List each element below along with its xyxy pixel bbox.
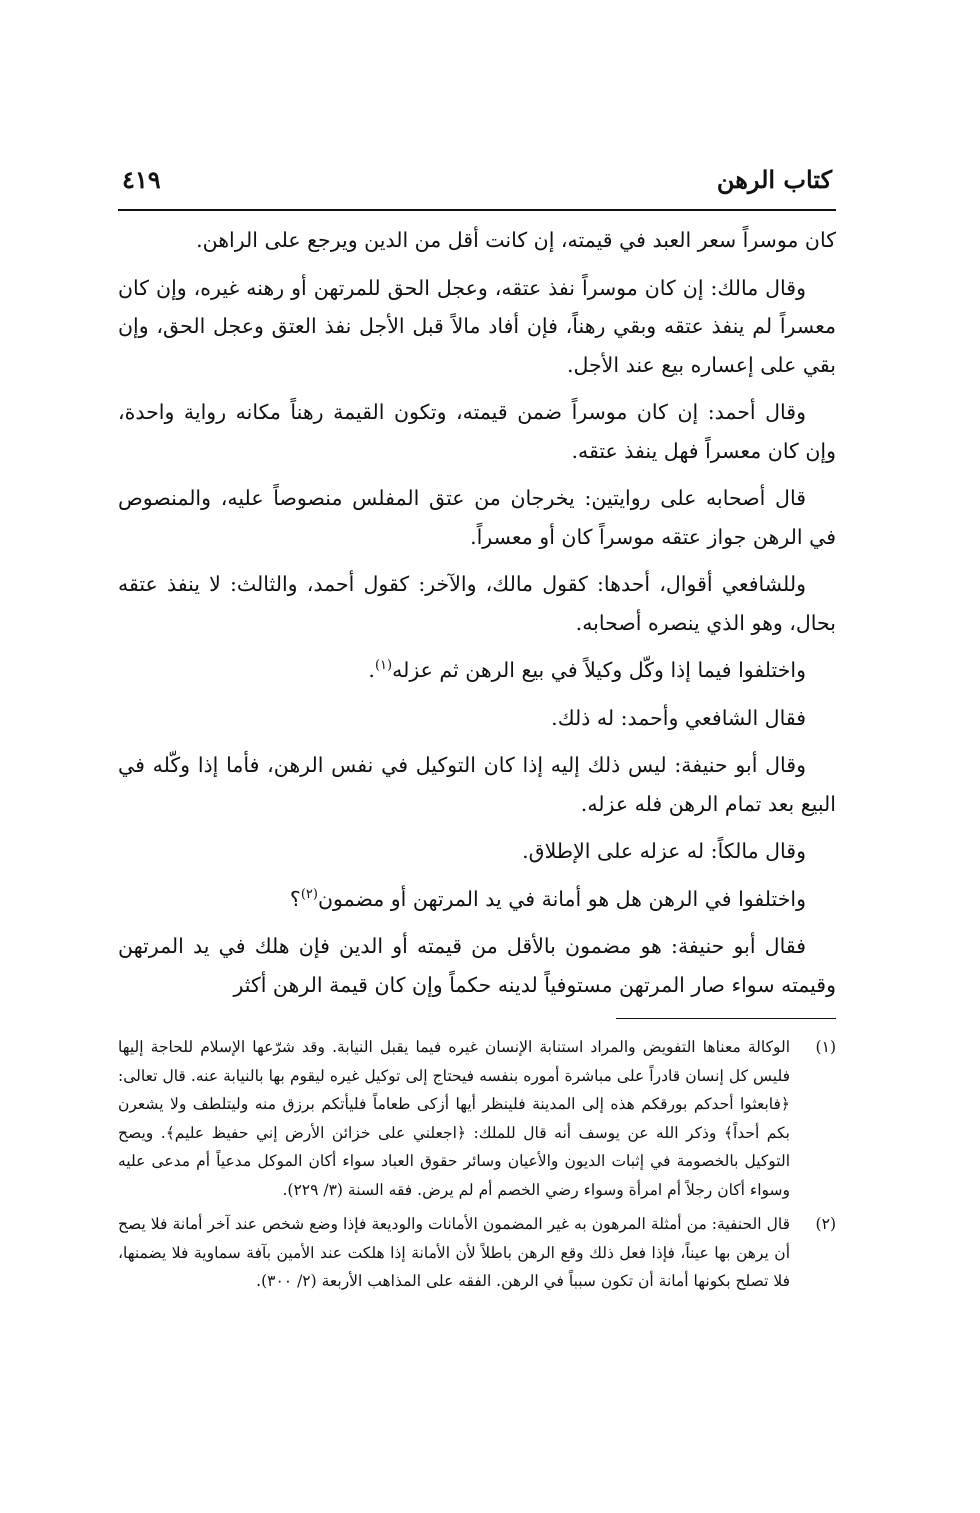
paragraph-6 xyxy=(118,651,836,690)
book-page xyxy=(118,165,836,1302)
paragraph-6-end: . xyxy=(368,658,375,682)
running-header xyxy=(118,165,836,211)
paragraph-3: وقال أحمد: إن كان موسراً ضمن قيمته، وتكون القيمة رهناً مكانه رواية واحدة، وإن كان معسراً فهل ينفذ عتقه. xyxy=(118,400,836,463)
book-title: كتاب الرهن xyxy=(716,165,832,194)
footnote-number: (٢) xyxy=(815,1215,836,1233)
paragraph-11: فقال أبو حنيفة: هو مضمون بالأقل من قيمته أو الدين فإن هلك في يد المرتهن وقيمته سواء صار المرتهن مستوفياً لدينه حكماً وإن كان قيمة الرهن أكثر xyxy=(118,934,836,997)
paragraph-7: فقال الشافعي وأحمد: له ذلك. xyxy=(551,705,806,730)
paragraph-5: وللشافعي أقوال، أحدها: كقول مالك، والآخر: كقول أحمد، والثالث: لا ينفذ عتقه بحال، وهو الذي ينصره أصحابه. xyxy=(118,572,836,635)
footnote-separator xyxy=(616,1018,836,1019)
footnote-text: الوكالة معناها التفويض والمراد استنابة الإنسان غيره فيما يقبل النيابة. وقد شرّعها الإسلام للحاجة إليها فليس كل إنسان قادراً على مباشرة أموره بنفسه فيحتاج إلى توكيل غيره ليقوم بها بالنيابة عنه. قال تعالى: ﴿فابعثوا أحدكم بورقكم هذه إلى المدينة فلينظر أيها أزكى طعاماً فليأتكم برزق منه وليتلطف ولا يشعرن بكم أحداً﴾ وذكر الله عن يوسف أنه قال للملك: ﴿اجعلني على خزائن الأرض إني حفيظ عليم﴾. ويصح التوكيل بالخصومة في إثبات الديون والأعيان وسائر حقوق العباد سواء أكان الموكل مدعياً أم مدعى عليه وسواء أكان رجلاً أم امرأة وسواء رضي الخصم أم لم يرض. فقه السنة (٣/ ٢٢٩). xyxy=(118,1038,790,1199)
footnote-1 xyxy=(118,1033,836,1204)
paragraph-10-end: ؟ xyxy=(289,886,301,911)
paragraph-2: وقال مالك: إن كان موسراً نفذ عتقه، وعجل الحق للمرتهن أو رهنه غيره، وإن كان معسراً لم ينفذ عتقه وبقي رهناً، فإن أفاد مالاً قبل الأجل نفذ العتق وعجل الحق، وإن بقي على إعساره بيع عند الأجل. xyxy=(118,275,836,377)
footnote-text: قال الحنفية: من أمثلة المرهون به غير المضمون الأمانات والوديعة فإذا وضع شخص عند آخر أمانة فلا يصح أن يرهن بها عيناً، فإذا فعل ذلك وقع الرهن باطلاً لأن الأمانة إذا هلكت عند الأمين بآفة سماوية فلا يضمنها، فلا تصلح بكونها أمانة أن تكون سبباً في الرهن. الفقه على المذاهب الأربعة (٢/ ٣٠٠). xyxy=(118,1215,791,1290)
paragraph-10-text: واختلفوا في الرهن هل هو أمانة في يد المرتهن أو مضمون xyxy=(317,886,806,911)
paragraph-9: وقال مالكاً: له عزله على الإطلاق. xyxy=(522,839,806,863)
paragraph-8: وقال أبو حنيفة: ليس ذلك إليه إذا كان التوكيل في نفس الرهن، فأما إذا وكّله في البيع بعد تمام الرهن فله عزله. xyxy=(118,753,836,816)
footnote-ref-2[interactable]: (٢) xyxy=(300,886,318,902)
main-text xyxy=(118,221,836,1004)
footnote-2 xyxy=(118,1210,836,1296)
paragraph-1: كان موسراً سعر العبد في قيمته، إن كانت أقل من الدين ويرجع على الراهن. xyxy=(196,228,836,252)
paragraph-4: قال أصحابه على روايتين: يخرجان من عتق المفلس منصوصاً عليه، والمنصوص في الرهن جواز عتقه موسراً كان أو معسراً. xyxy=(118,486,836,549)
paragraph-10 xyxy=(118,880,836,919)
footnotes xyxy=(118,1033,836,1296)
footnote-ref-1[interactable]: (١) xyxy=(374,658,393,674)
footnote-number: (١) xyxy=(815,1038,836,1056)
page-number: ٤١٩ xyxy=(122,165,161,194)
paragraph-6-text: واختلفوا فيما إذا وكّل وكيلاً في بيع الرهن ثم عزله xyxy=(392,658,806,682)
